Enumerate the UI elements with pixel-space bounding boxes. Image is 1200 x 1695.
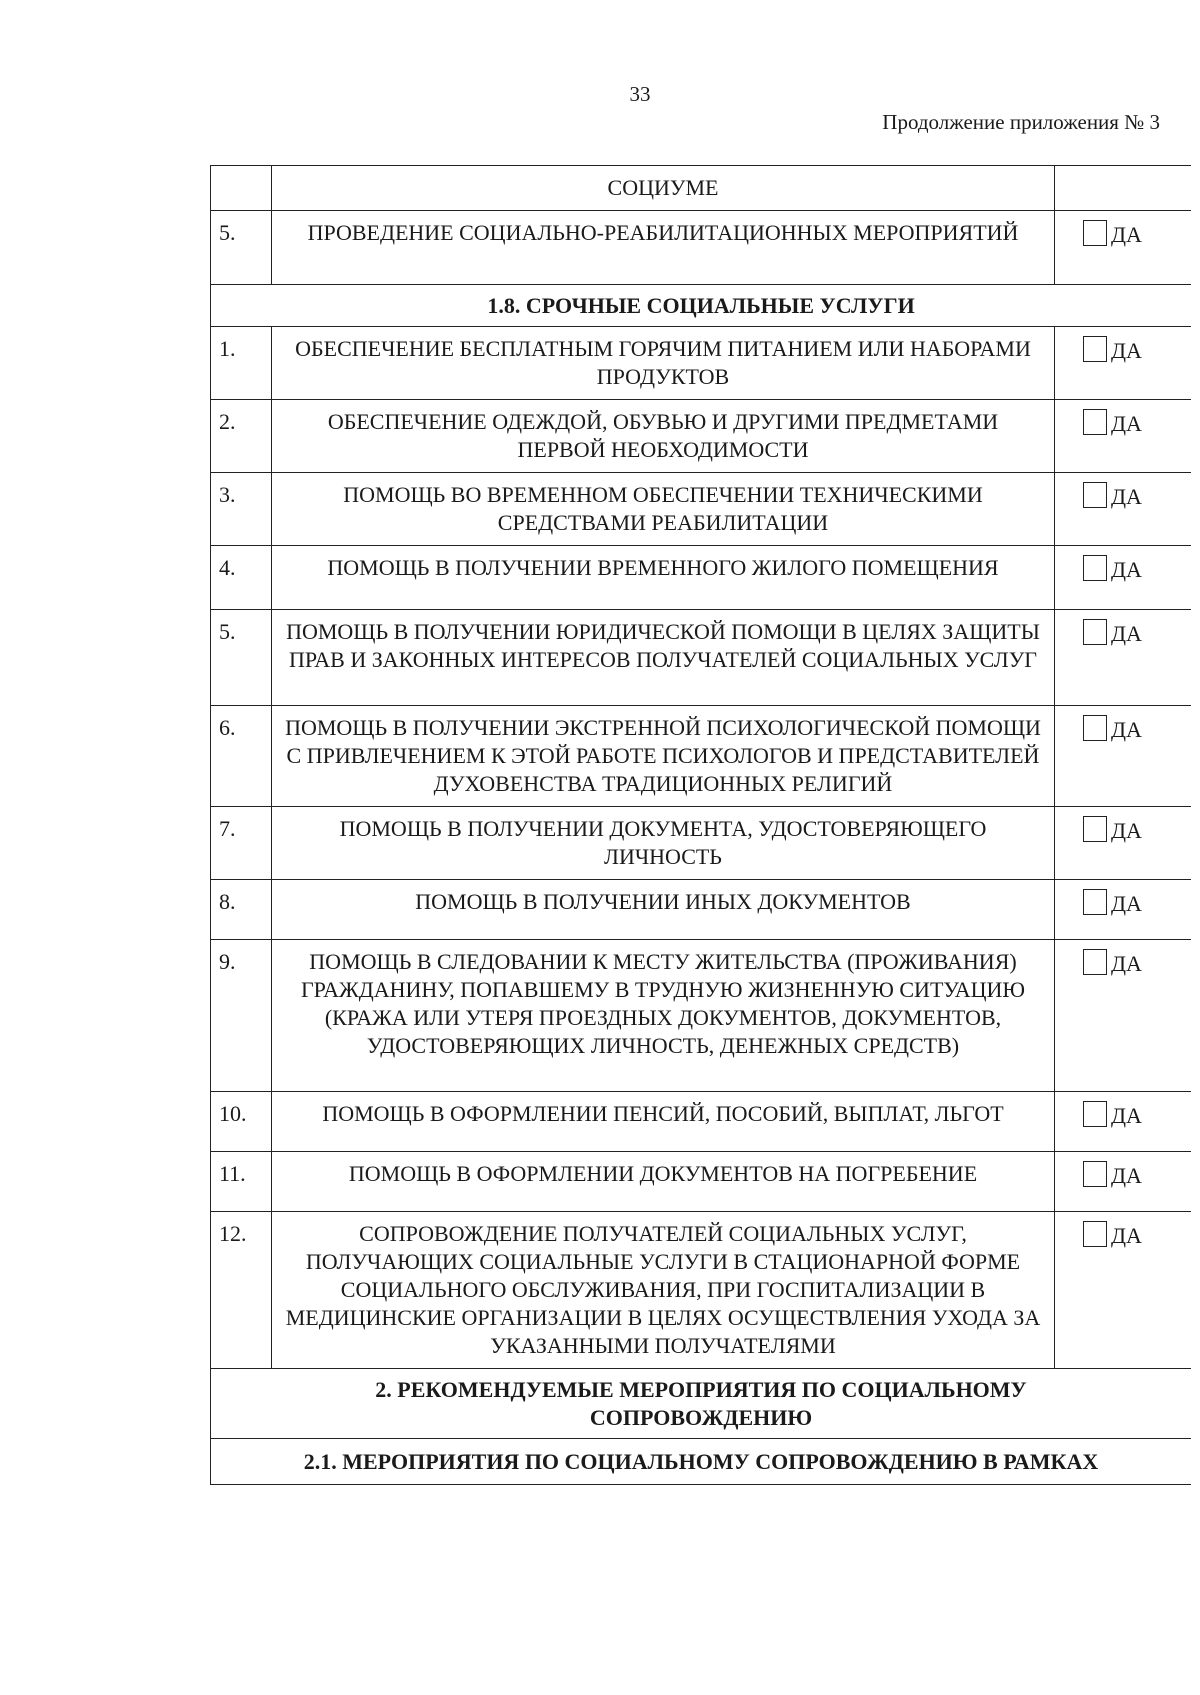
- yes-label: ДА: [1111, 817, 1142, 843]
- section-row: [211, 1439, 1192, 1485]
- row-answer-cell: [1055, 880, 1192, 940]
- row-number: 8.: [211, 880, 272, 940]
- row-text: ОБЕСПЕЧЕНИЕ БЕСПЛАТНЫМ ГОРЯЧИМ ПИТАНИЕМ ИЛИ НАБОРАМИ ПРОДУКТОВ: [272, 327, 1055, 400]
- row-text: ПОМОЩЬ В ПОЛУЧЕНИИ ЭКСТРЕННОЙ ПСИХОЛОГИЧЕСКОЙ ПОМОЩИ С ПРИВЛЕЧЕНИЕМ К ЭТОЙ РАБОТЕ ПСИХОЛОГОВ И ПРЕДСТАВИТЕЛЕЙ ДУХОВЕНСТВА ТРАДИЦИОННЫХ РЕЛИГИЙ: [272, 706, 1055, 807]
- row-number: 1.: [211, 327, 272, 400]
- table-row: [211, 1092, 1192, 1152]
- yes-checkbox[interactable]: [1083, 555, 1107, 581]
- section-row: [211, 285, 1192, 327]
- yes-label: ДА: [1111, 1162, 1142, 1188]
- section-heading-1-8: 1.8. СРОЧНЫЕ СОЦИАЛЬНЫЕ УСЛУГИ: [211, 285, 1192, 327]
- yes-checkbox[interactable]: [1083, 1221, 1107, 1247]
- yes-label: ДА: [1111, 337, 1142, 363]
- table-row: [211, 400, 1192, 473]
- row-text: ПОМОЩЬ В ПОЛУЧЕНИИ ДОКУМЕНТА, УДОСТОВЕРЯЮЩЕГО ЛИЧНОСТЬ: [272, 807, 1055, 880]
- section-heading-2-1: 2.1. МЕРОПРИЯТИЯ ПО СОЦИАЛЬНОМУ СОПРОВОЖДЕНИЮ В РАМКАХ: [211, 1439, 1192, 1485]
- yes-label: ДА: [1111, 950, 1142, 976]
- row-answer-cell: [1055, 940, 1192, 1092]
- row-text: ПОМОЩЬ В ОФОРМЛЕНИИ ПЕНСИЙ, ПОСОБИЙ, ВЫПЛАТ, ЛЬГОТ: [272, 1092, 1055, 1152]
- row-text: ПРОВЕДЕНИЕ СОЦИАЛЬНО-РЕАБИЛИТАЦИОННЫХ МЕРОПРИЯТИЙ: [272, 211, 1055, 285]
- row-answer-cell: [1055, 807, 1192, 880]
- yes-label: ДА: [1111, 890, 1142, 916]
- row-answer-cell: [1055, 211, 1192, 285]
- table-row: [211, 610, 1192, 706]
- row-answer-cell: [1055, 706, 1192, 807]
- yes-label: ДА: [1111, 716, 1142, 742]
- row-text: ПОМОЩЬ ВО ВРЕМЕННОМ ОБЕСПЕЧЕНИИ ТЕХНИЧЕСКИМИ СРЕДСТВАМИ РЕАБИЛИТАЦИИ: [272, 473, 1055, 546]
- yes-label: ДА: [1111, 1102, 1142, 1128]
- row-answer-cell: [1055, 473, 1192, 546]
- row-number: 3.: [211, 473, 272, 546]
- row-number: 5.: [211, 211, 272, 285]
- row-number: 5.: [211, 610, 272, 706]
- yes-label: ДА: [1111, 483, 1142, 509]
- section-heading-2: 2. РЕКОМЕНДУЕМЫЕ МЕРОПРИЯТИЯ ПО СОЦИАЛЬНОМУ СОПРОВОЖДЕНИЮ: [211, 1369, 1192, 1439]
- table-row: [211, 940, 1192, 1092]
- table-row: [211, 1152, 1192, 1212]
- row-text: СОПРОВОЖДЕНИЕ ПОЛУЧАТЕЛЕЙ СОЦИАЛЬНЫХ УСЛУГ, ПОЛУЧАЮЩИХ СОЦИАЛЬНЫЕ УСЛУГИ В СТАЦИОНАРНОЙ ФОРМЕ СОЦИАЛЬНОГО ОБСЛУЖИВАНИЯ, ПРИ ГОСПИТАЛИЗАЦИИ В МЕДИЦИНСКИЕ ОРГАНИЗАЦИИ В ЦЕЛЯХ ОСУЩЕСТВЛЕНИЯ УХОДА ЗА УКАЗАННЫМИ ПОЛУЧАТЕЛЯМИ: [272, 1212, 1055, 1369]
- yes-label: ДА: [1111, 620, 1142, 646]
- row-number: 10.: [211, 1092, 272, 1152]
- row-answer-cell: [1055, 610, 1192, 706]
- services-table: [210, 165, 1191, 1485]
- row-answer-cell: [1055, 1212, 1192, 1369]
- row-answer-cell: [1055, 1152, 1192, 1212]
- row-number: 7.: [211, 807, 272, 880]
- yes-checkbox[interactable]: [1083, 1161, 1107, 1187]
- table-row: [211, 211, 1192, 285]
- row-answer-cell: [1055, 1092, 1192, 1152]
- table-row: [211, 546, 1192, 610]
- row-number: 6.: [211, 706, 272, 807]
- table-row: [211, 880, 1192, 940]
- yes-label: ДА: [1111, 410, 1142, 436]
- row-number: 2.: [211, 400, 272, 473]
- yes-label: ДА: [1111, 1222, 1142, 1248]
- row-text: ПОМОЩЬ В СЛЕДОВАНИИ К МЕСТУ ЖИТЕЛЬСТВА (ПРОЖИВАНИЯ) ГРАЖДАНИНУ, ПОПАВШЕМУ В ТРУДНУЮ ЖИЗНЕННУЮ СИТУАЦИЮ (КРАЖА ИЛИ УТЕРЯ ПРОЕЗДНЫХ ДОКУМЕНТОВ, ДОКУМЕНТОВ, УДОСТОВЕРЯЮЩИХ ЛИЧНОСТЬ, ДЕНЕЖНЫХ СРЕДСТВ): [272, 940, 1055, 1092]
- row-answer-cell: [1055, 400, 1192, 473]
- yes-checkbox[interactable]: [1083, 715, 1107, 741]
- row-text: СОЦИУМЕ: [272, 166, 1055, 211]
- row-text: ОБЕСПЕЧЕНИЕ ОДЕЖДОЙ, ОБУВЬЮ И ДРУГИМИ ПРЕДМЕТАМИ ПЕРВОЙ НЕОБХОДИМОСТИ: [272, 400, 1055, 473]
- service-rows: [211, 327, 1192, 1369]
- yes-checkbox[interactable]: [1083, 220, 1107, 246]
- table-row: [211, 807, 1192, 880]
- row-answer-cell: [1055, 546, 1192, 610]
- row-answer-cell: [1055, 327, 1192, 400]
- row-number: 4.: [211, 546, 272, 610]
- yes-checkbox[interactable]: [1083, 889, 1107, 915]
- table-row: [211, 706, 1192, 807]
- yes-checkbox[interactable]: [1083, 619, 1107, 645]
- appendix-continuation-note: Продолжение приложения № 3: [882, 110, 1160, 134]
- yes-label: ДА: [1111, 221, 1142, 247]
- yes-label: ДА: [1111, 556, 1142, 582]
- row-number: 11.: [211, 1152, 272, 1212]
- row-text: ПОМОЩЬ В ОФОРМЛЕНИИ ДОКУМЕНТОВ НА ПОГРЕБЕНИЕ: [272, 1152, 1055, 1212]
- yes-checkbox[interactable]: [1083, 482, 1107, 508]
- row-answer-cell: [1055, 166, 1192, 211]
- table-row: [211, 327, 1192, 400]
- table-row: [211, 473, 1192, 546]
- table-row-continuation: [211, 166, 1192, 211]
- section-row: [211, 1369, 1192, 1439]
- row-text: ПОМОЩЬ В ПОЛУЧЕНИИ ВРЕМЕННОГО ЖИЛОГО ПОМЕЩЕНИЯ: [272, 546, 1055, 610]
- yes-checkbox[interactable]: [1083, 336, 1107, 362]
- row-text: ПОМОЩЬ В ПОЛУЧЕНИИ ИНЫХ ДОКУМЕНТОВ: [272, 880, 1055, 940]
- row-number-cell: [211, 166, 272, 211]
- page-number: 33: [629, 82, 651, 106]
- row-number: 12.: [211, 1212, 272, 1369]
- row-text: ПОМОЩЬ В ПОЛУЧЕНИИ ЮРИДИЧЕСКОЙ ПОМОЩИ В ЦЕЛЯХ ЗАЩИТЫ ПРАВ И ЗАКОННЫХ ИНТЕРЕСОВ ПОЛУЧАТЕЛЕЙ СОЦИАЛЬНЫХ УСЛУГ: [272, 610, 1055, 706]
- yes-checkbox[interactable]: [1083, 949, 1107, 975]
- yes-checkbox[interactable]: [1083, 409, 1107, 435]
- table-row: [211, 1212, 1192, 1369]
- row-number: 9.: [211, 940, 272, 1092]
- yes-checkbox[interactable]: [1083, 1101, 1107, 1127]
- yes-checkbox[interactable]: [1083, 816, 1107, 842]
